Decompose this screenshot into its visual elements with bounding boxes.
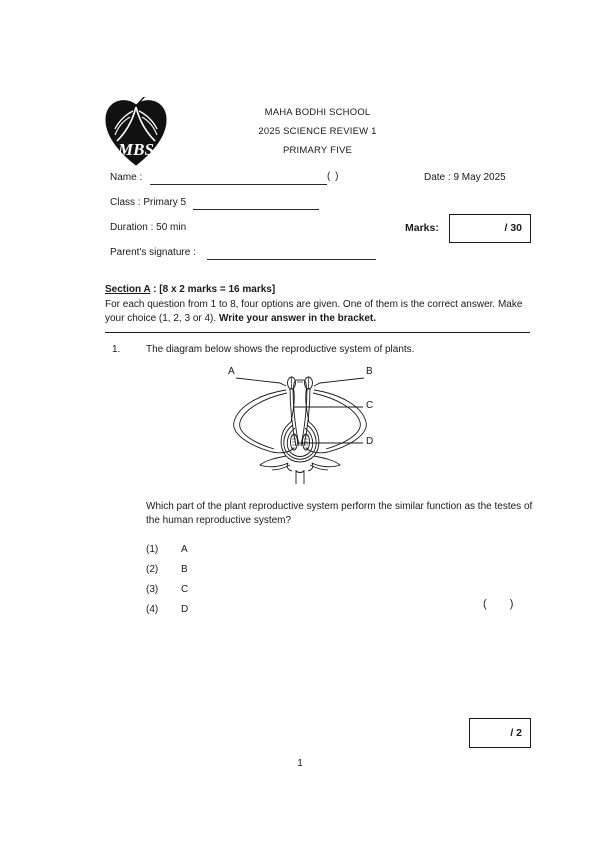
diagram-label-d: D	[366, 436, 374, 447]
marks-label: Marks:	[405, 222, 439, 234]
diagram-label-c: C	[366, 400, 374, 411]
section-a-title: Section A	[105, 284, 151, 295]
sepal-left	[260, 456, 288, 467]
leader-line-a	[236, 378, 286, 386]
petal-left	[234, 390, 294, 453]
ovule-right-detail	[304, 436, 308, 448]
ovule-left-detail	[292, 436, 296, 448]
instruction-emphasis: Write your answer in the bracket.	[218, 312, 377, 324]
question-number: 1.	[112, 344, 121, 355]
answer-bracket[interactable]: ( )	[483, 598, 524, 610]
option-4-text[interactable]: D	[181, 604, 189, 615]
option-4-number: (4)	[146, 604, 159, 615]
flower-reproductive-diagram	[220, 366, 390, 486]
question-body: Which part of the plant reproductive system perform the similar function as the testes of the human reproductive system?	[146, 501, 533, 526]
ovary-inner	[287, 428, 312, 457]
class-input-line[interactable]	[193, 209, 319, 210]
section-a-instructions	[105, 298, 530, 325]
diagram-label-b: B	[366, 366, 373, 377]
name-index-bracket: ( )	[327, 171, 340, 182]
section-a-marks: : [8 x 2 marks = 16 marks]	[150, 284, 276, 295]
name-label: Name :	[110, 172, 143, 183]
page-number: 1	[297, 758, 303, 769]
class-label: Class : Primary 5	[110, 197, 187, 208]
school-header	[175, 103, 460, 160]
ovary-outer	[281, 422, 319, 462]
instruction-text: For each question from 1 to 8, four options are given. One of them is the correct answer. Make your choice (1, 2, 3 or 4).	[105, 299, 523, 324]
petal-right-inner	[313, 393, 360, 449]
option-2-number: (2)	[146, 564, 159, 575]
paper-title: 2025 SCIENCE REVIEW 1	[258, 126, 377, 137]
parent-signature-line[interactable]	[207, 259, 376, 260]
section-a-heading	[105, 284, 275, 295]
date-label: Date : 9 May 2025	[424, 172, 506, 183]
marks-box[interactable]	[449, 214, 531, 243]
option-3-text[interactable]: C	[181, 584, 189, 595]
section-divider	[105, 332, 530, 333]
option-1-text[interactable]: A	[181, 544, 188, 555]
option-3-number: (3)	[146, 584, 159, 595]
petal-left-inner	[240, 393, 287, 449]
sepal-right	[312, 456, 340, 467]
ovary-mid	[284, 425, 316, 459]
sepal-left-inner	[287, 463, 292, 471]
leader-line-b	[314, 378, 364, 386]
sepal-right-inner	[308, 463, 313, 471]
page-marks-total: / 2	[510, 727, 522, 739]
option-2-text[interactable]: B	[181, 564, 188, 575]
level-title: PRIMARY FIVE	[282, 145, 353, 156]
school-logo	[103, 97, 169, 169]
page-marks-box[interactable]	[469, 718, 531, 748]
duration-label: Duration : 50 min	[110, 222, 187, 233]
parent-signature-label: Parent's signature :	[110, 247, 196, 258]
diagram-label-a: A	[228, 366, 235, 377]
marks-total: / 30	[504, 222, 522, 234]
name-input-line[interactable]	[150, 184, 327, 185]
option-1-number: (1)	[146, 544, 159, 555]
receptacle	[296, 471, 304, 473]
school-name: MAHA BODHI SCHOOL	[264, 107, 371, 118]
question-stem: The diagram below shows the reproductive system of plants.	[146, 344, 415, 355]
logo-initials: MBS	[118, 140, 154, 159]
